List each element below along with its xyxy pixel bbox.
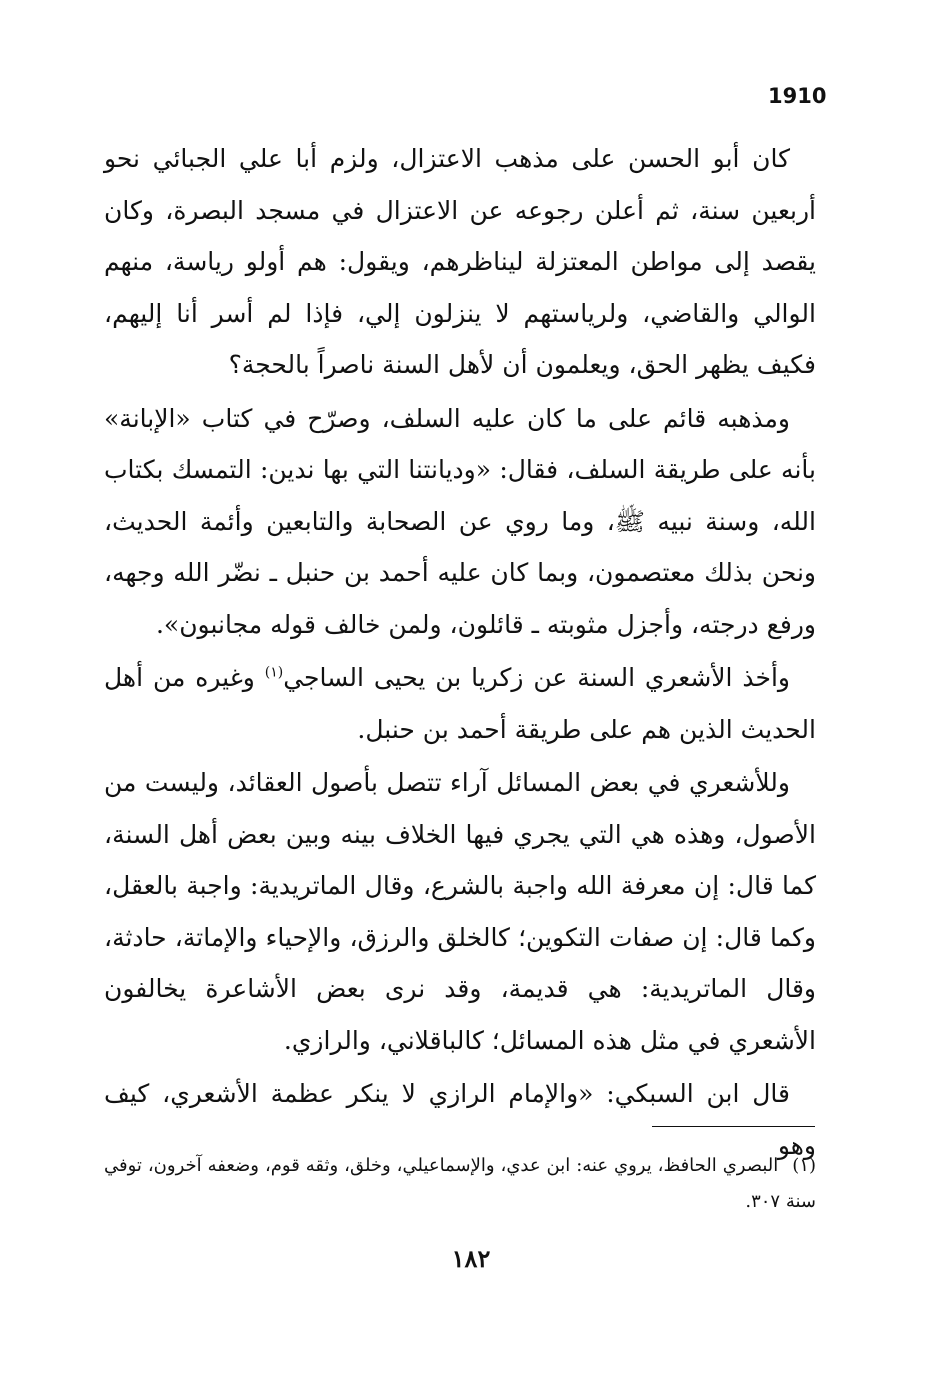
paragraph-5: قال ابن السبكي: «والإمام الرازي لا ينكر عظمة الأشعري، كيف وهو bbox=[104, 1079, 816, 1160]
paragraph-3 bbox=[104, 652, 816, 755]
footnote-divider bbox=[652, 1126, 815, 1127]
main-text bbox=[104, 133, 816, 1173]
paragraph-3-text-before-ref: وأخذ الأشعري السنة عن زكريا بن يحيى الساجي bbox=[283, 663, 790, 692]
footnote-reference: (١) bbox=[264, 664, 284, 681]
footnote-text: البصري الحافظ، يروي عنه: ابن عدي، والإسماعيلي، وخلق، وثقه قوم، وضعفه آخرون، توفي سنة ٣٠٧. bbox=[104, 1155, 816, 1212]
paragraph-2: ومذهبه قائم على ما كان عليه السلف، وصرّح في كتاب «الإبانة» بأنه على طريقة السلف، فقال: «وديانتنا التي بها ندين: التمسك بكتاب الله، وسنة نبيه ﷺ، وما روي عن الصحابة والتابعين وأئمة الحديث، ونحن بذلك معتصمون، وبما كان عليه أحمد بن حنبل ـ نضّر الله وجهه، ورفع درجته، وأجزل مثوبته ـ قائلون، ولمن خالف قوله مجانبون». bbox=[104, 403, 817, 639]
page-number: ١٨٢ bbox=[451, 1244, 491, 1273]
footnotes-section bbox=[104, 1148, 816, 1220]
footnote-marker: (١) bbox=[792, 1155, 816, 1176]
paragraph-4: وللأشعري في بعض المسائل آراء تتصل بأصول العقائد، وليست من الأصول، وهذه هي التي يجري فيها الخلاف بينه وبين بعض أهل السنة، كما قال: إن معرفة الله واجبة بالشرع، وقال الماتريدية: واجبة بالعقل، وكما قال: إن صفات التكوين؛ كالخلق والرزق، والإحياء والإماتة، حادثة، وقال الماتريدية: هي قديمة، وقد نرى بعض الأشاعرة يخالفون الأشعري في مثل هذه المسائل؛ كالباقلاني، والرازي. bbox=[104, 768, 817, 1055]
paragraph-1: كان أبو الحسن على مذهب الاعتزال، ولزم أبا علي الجبائي نحو أربعين سنة، ثم أعلن رجوعه عن الاعتزال في مسجد البصرة، وكان يقصد إلى مواطن المعتزلة ليناظرهم، ويقول: هم أولو رياسة، منهم الوالي والقاضي، ولرياستهم لا ينزلون إلي، فإذا لم أسر أنا إليهم، فكيف يظهر الحق، ويعلمون أن لأهل السنة ناصراً بالحجة؟ bbox=[104, 144, 816, 379]
footnote-1 bbox=[104, 1148, 816, 1220]
paragraph-3-text-after-ref: وغيره من أهل الحديث الذين هم على طريقة أحمد بن حنبل. bbox=[104, 663, 816, 744]
running-header-number: 1910 bbox=[768, 84, 827, 108]
